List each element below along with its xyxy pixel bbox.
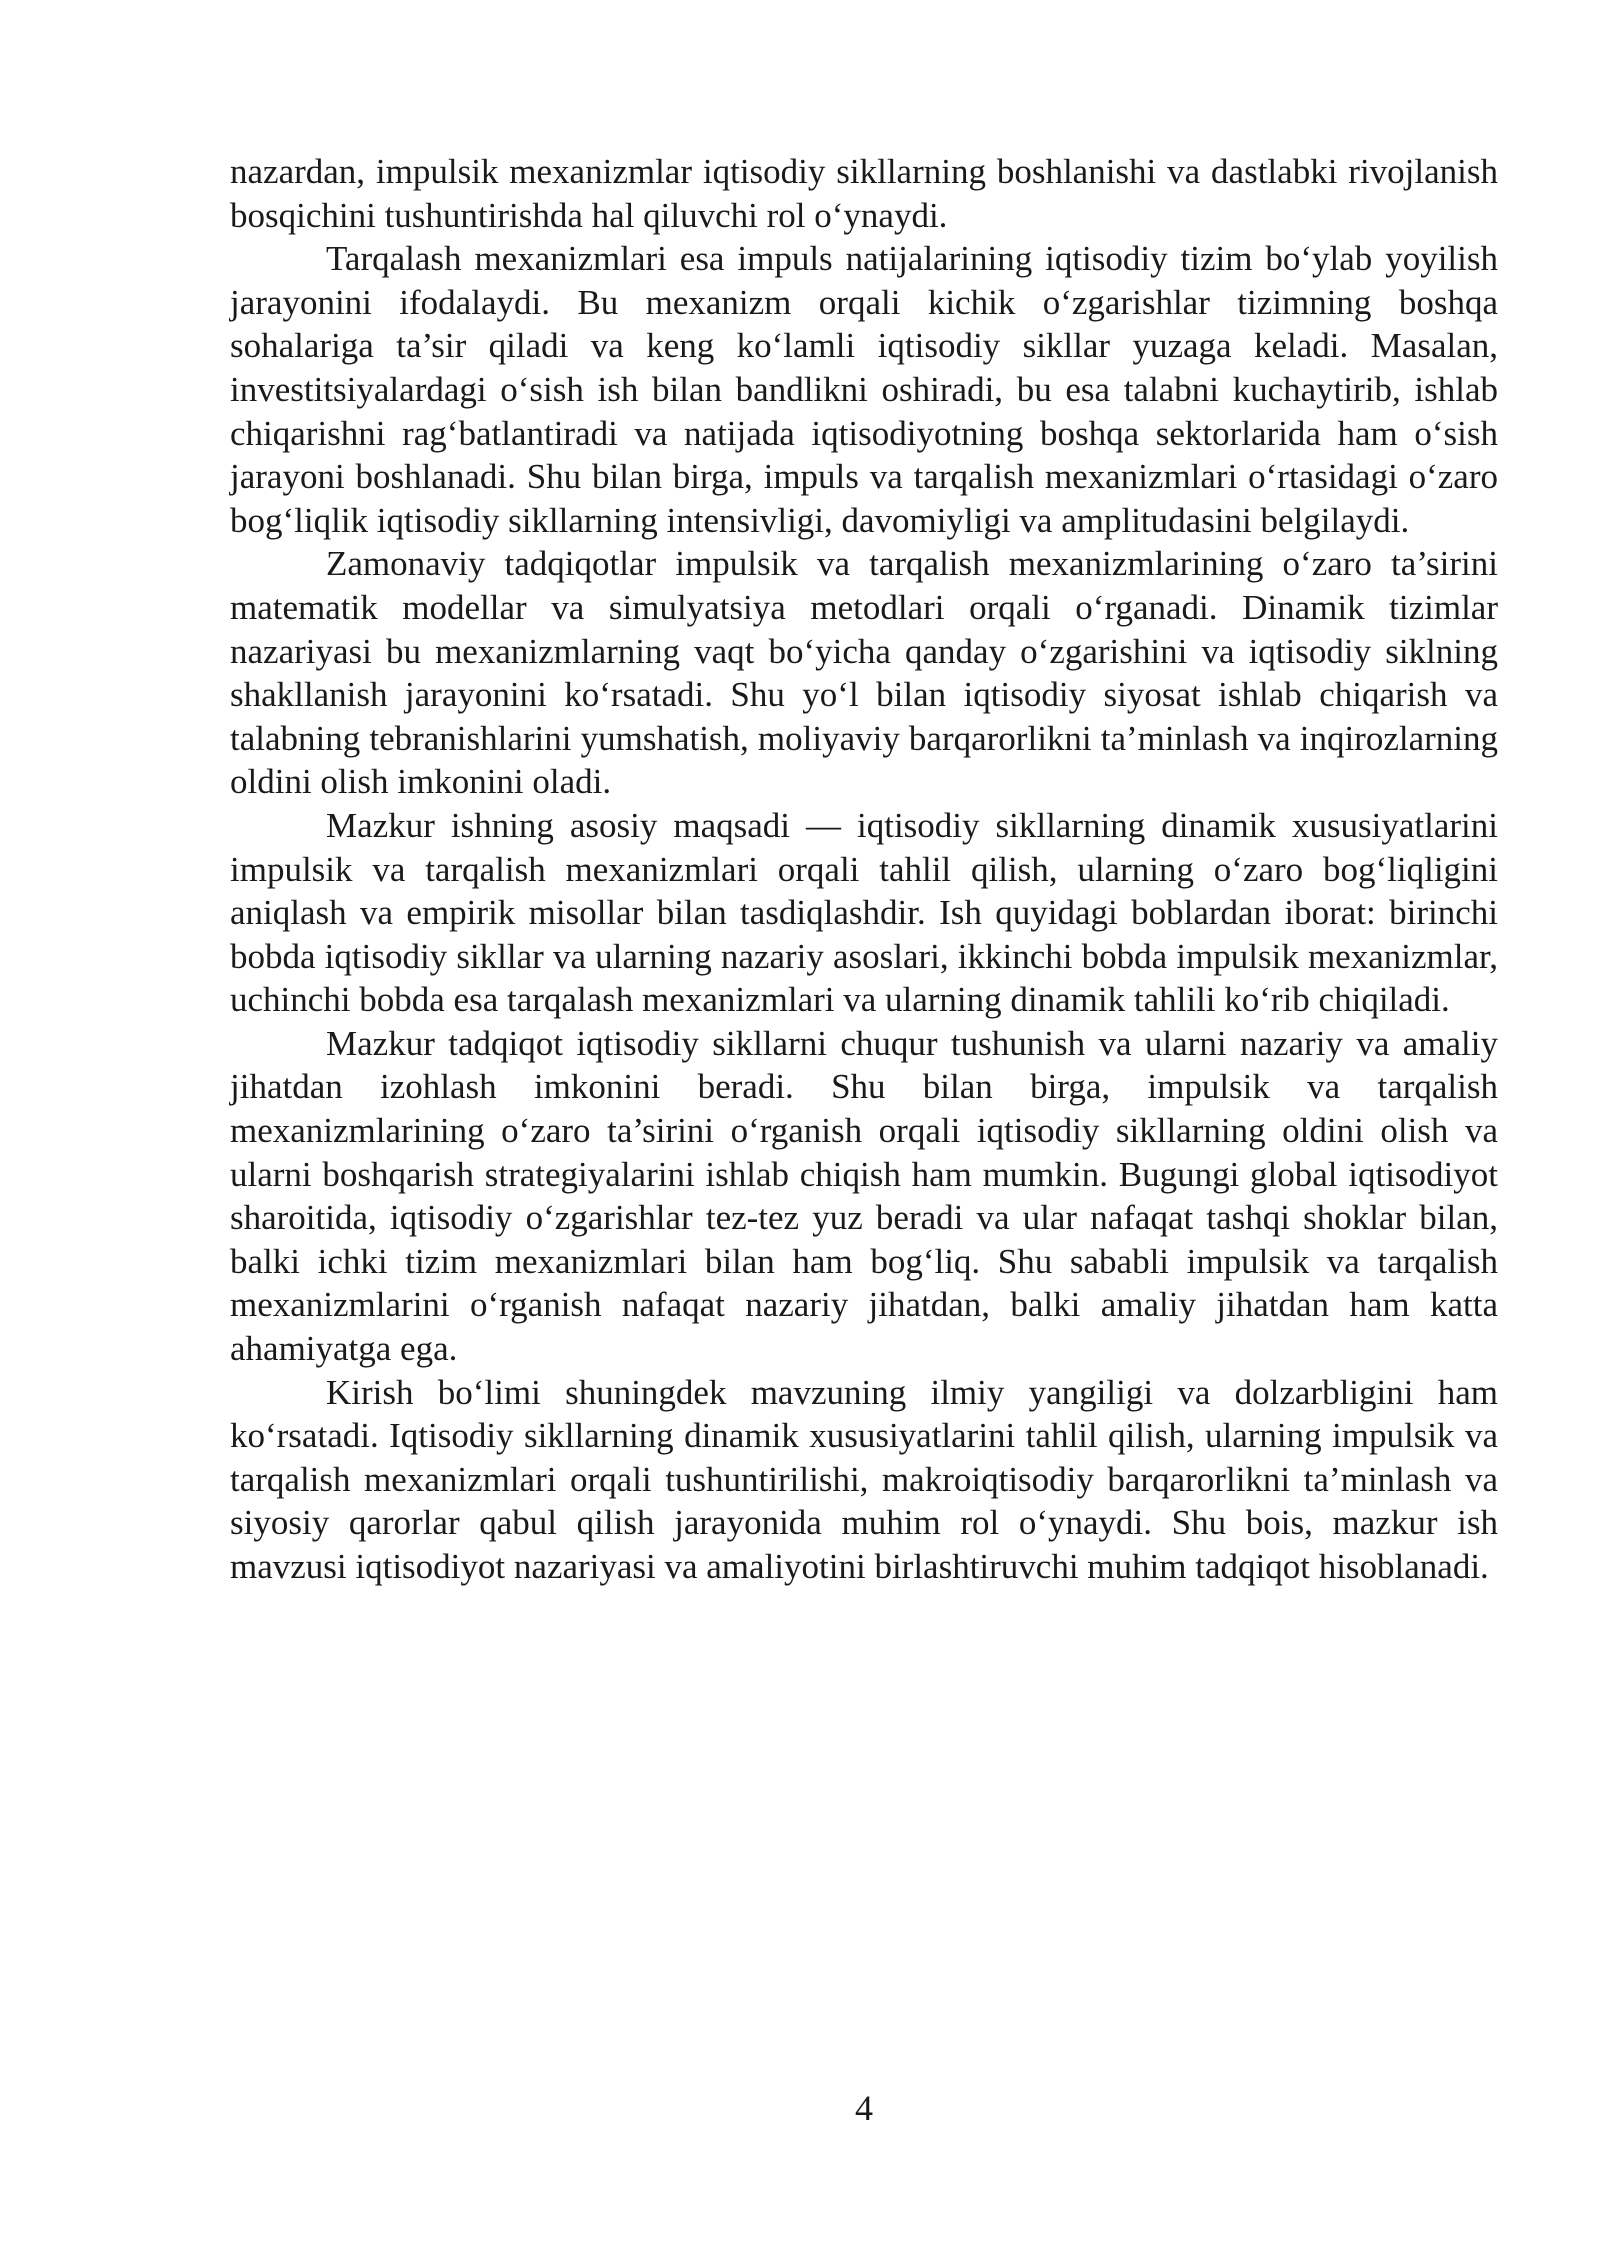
paragraph-propagation-mechanisms: Tarqalash mexanizmlari esa impuls natijalarining iqtisodiy tizim bo‘ylab yoyilish jarayonini ifodalaydi. Bu mexanizm orqali kichik o‘zgarishlar tizimning boshqa sohalariga ta’sir qiladi va keng ko‘lamli iqtisodiy sikllar yuzaga keladi. Masalan, investitsiyalardagi o‘sish ish bilan bandlikni oshiradi, bu esa talabni kuchaytirib, ishlab chiqarishni rag‘batlantiradi va natijada iqtisodiyotning boshqa sektorlarida ham o‘sish jarayoni boshlanadi. Shu bilan birga, impuls va tarqalish mexanizmlari o‘rtasidagi o‘zaro bog‘liqlik iqtisodiy sikllarning intensivligi, davomiyligi va amplitudasini belgilaydi. (230, 239, 1498, 540)
paragraph-introduction-relevance: Kirish bo‘limi shuningdek mavzuning ilmiy yangiligi va dolzarbligini ham ko‘rsatadi. Iqtisodiy sikllarning dinamik xususiyatlarini tahlil qilish, ularning impulsik va tarqalish mexanizmlari orqali tushuntirilishi, makroiqtisodiy barqarorlikni ta’minlash va siyosiy qarorlar qabul qilish jarayonida muhim rol o‘ynaydi. Shu bois, mazkur ish mavzusi iqtisodiyot nazariyasi va amaliyotini birlashtiruvchi muhim tadqiqot hisoblanadi. (230, 1372, 1498, 1586)
page-number: 4 (855, 2088, 873, 2128)
document-body (230, 150, 1498, 1589)
paragraph-modern-research: Zamonaviy tadqiqotlar impulsik va tarqalish mexanizmlarining o‘zaro ta’sirini matematik modellar va simulyatsiya metodlari orqali o‘rganadi. Dinamik tizimlar nazariyasi bu mexanizmlarning vaqt bo‘yicha qanday o‘zgarishini va iqtisodiy siklning shakllanish jarayonini ko‘rsatadi. Shu yo‘l bilan iqtisodiy siyosat ishlab chiqarish va talabning tebranishlarini yumshatish, moliyaviy barqarorlikni ta’minlash va inqirozlarning oldini olish imkonini oladi. (230, 544, 1498, 802)
paragraph-work-goal: Mazkur ishning asosiy maqsadi — iqtisodiy sikllarning dinamik xususiyatlarini impulsik va tarqalish mexanizmlari orqali tahlil qilish, ularning o‘zaro bog‘liqligini aniqlash va empirik misollar bilan tasdiqlashdir. Ish quyidagi boblardan iborat: birinchi bobda iqtisodiy sikllar va ularning nazariy asoslari, ikkinchi bobda impulsik mexanizmlar, uchinchi bobda esa tarqalash mexanizmlari va ularning dinamik tahlili ko‘rib chiqiladi. (230, 805, 1498, 1020)
paragraph-continuation: nazardan, impulsik mexanizmlar iqtisodiy sikllarning boshlanishi va dastlabki rivojlanish bosqichini tushuntirishda hal qiluvchi rol o‘ynaydi. (230, 152, 1498, 235)
paragraph-research-significance: Mazkur tadqiqot iqtisodiy sikllarni chuqur tushunish va ularni nazariy va amaliy jihatdan izohlash imkonini beradi. Shu bilan birga, impulsik va tarqalish mexanizmlarining o‘zaro ta’sirini o‘rganish orqali iqtisodiy sikllarning oldini olish va ularni boshqarish strategiyalarini ishlab chiqish ham mumkin. Bugungi global iqtisodiyot sharoitida, iqtisodiy o‘zgarishlar tez-tez yuz beradi va ular nafaqat tashqi shoklar bilan, balki ichki tizim mexanizmlari bilan ham bog‘liq. Shu sababli impulsik va tarqalish mexanizmlarini o‘rganish nafaqat nazariy jihatdan, balki amaliy jihatdan ham katta ahamiyatga ega. (230, 1023, 1498, 1369)
